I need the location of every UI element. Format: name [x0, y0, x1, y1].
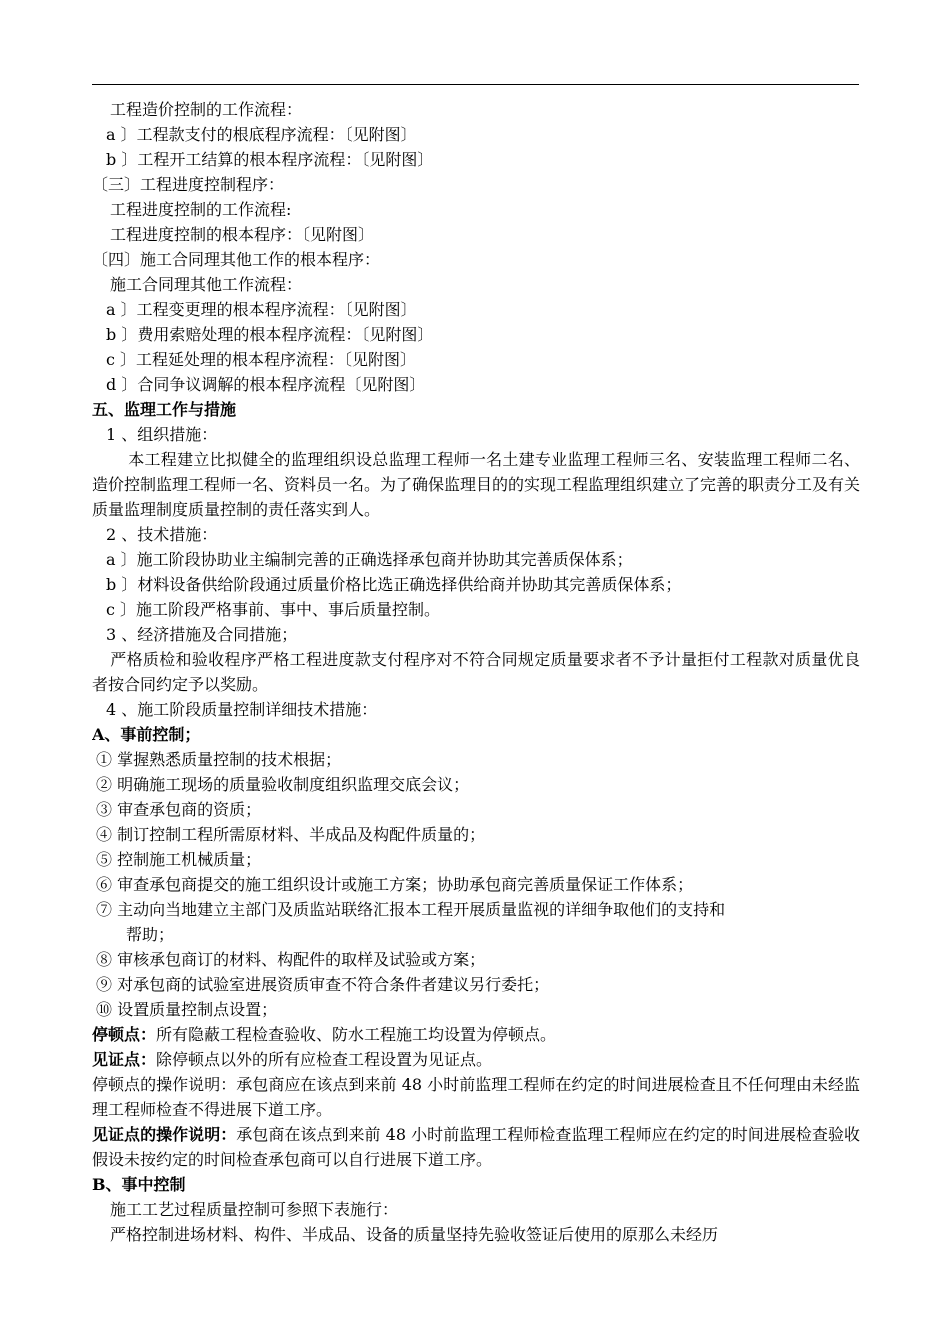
- numbered-item: ③ 审查承包商的资质；: [96, 800, 262, 819]
- text-line: 工程进度控制的工作流程:: [110, 200, 292, 219]
- sub-heading: 4 、施工阶段质量控制详细技术措施：: [106, 700, 378, 719]
- numbered-item: ⑧ 审核承包商订的材料、构配件的取样及试验或方案；: [96, 950, 486, 969]
- witness-op-text: 承包商在该点到来前 48 小时前监理工程师检查监理工程师应在约定的时间进展检查验收假设未按约定的时间检查承包商可以自行进展下道工序。: [92, 1125, 860, 1169]
- numbered-item: ⑥ 审查承包商提交的施工组织设计或施工方案；协助承包商完善质量保证工作体系；: [96, 875, 694, 894]
- list-item: b 〕工程开工结算的根本程序流程：〔见附图〕: [106, 150, 434, 169]
- section-heading-b: B、事中控制: [92, 1175, 186, 1194]
- numbered-item: ② 明确施工现场的质量验收制度组织监理交底会议；: [96, 775, 470, 794]
- numbered-item: ① 掌握熟悉质量控制的技术根据；: [96, 750, 342, 769]
- witness-point-line: [92, 1047, 860, 1072]
- sub-heading: 1 、组织措施：: [106, 425, 218, 444]
- list-item: b 〕费用索赔处理的根本程序流程：〔见附图〕: [106, 325, 434, 344]
- text-line: 工程造价控制的工作流程：: [110, 100, 303, 119]
- list-item: b 〕材料设备供给阶段通过质量价格比选正确选择供给商并协助其完善质保体系；: [106, 575, 682, 594]
- section-heading: 〔四〕施工合同理其他工作的根本程序：: [92, 250, 381, 269]
- header-rule: [92, 84, 859, 85]
- numbered-item: ⑤ 控制施工机械质量；: [96, 850, 262, 869]
- section-heading: 〔三〕工程进度控制程序：: [92, 175, 285, 194]
- numbered-item: ⑩ 设置质量控制点设置；: [96, 1000, 278, 1019]
- text-line: 施工合同理其他工作流程：: [110, 275, 303, 294]
- chapter-heading: 五、监理工作与措施: [92, 400, 237, 419]
- text-line: 严格控制进场材料、构件、半成品、设备的质量坚持先验收签证后使用的原那么未经历: [110, 1225, 719, 1244]
- paragraph-text: 本工程建立比拟健全的监理组织设总监理工程师一名土建专业监理工程师三名、安装监理工程师二名、造价控制监理工程师一名、资料员一名。为了确保监理目的的实现工程监理组织建立了完善的职责分工及有关质量监理制度质量控制的责任落实到人。: [92, 450, 861, 519]
- numbered-item: ⑨ 对承包商的试验室进展资质审查不符合条件者建议另行委托；: [96, 975, 550, 994]
- list-item: c 〕工程延处理的根本程序流程：〔见附图〕: [106, 350, 417, 369]
- list-item: a 〕施工阶段协助业主编制完善的正确选择承包商并协助其完善质保体系；: [106, 550, 633, 569]
- list-item: c 〕施工阶段严格事前、事中、事后质量控制。: [106, 600, 441, 619]
- witness-point-text: 除停顿点以外的所有应检查工程设置为见证点。: [156, 1050, 493, 1069]
- list-item: a 〕工程变更理的根本程序流程：〔见附图〕: [106, 300, 417, 319]
- text-line: 工程进度控制的根本程序：〔见附图〕: [110, 225, 375, 244]
- sub-heading: 2 、技术措施：: [106, 525, 218, 544]
- list-item: d 〕合同争议调解的根本程序流程〔见附图〕: [106, 375, 426, 394]
- numbered-item-continuation: 帮助；: [126, 925, 175, 944]
- stop-point-label: 停顿点：: [92, 1025, 157, 1044]
- paragraph-text: 严格质检和验收程序严格工程进度款支付程序对不符合同规定质量要求者不予计量拒付工程款对质量优良者按合同约定予以奖励。: [92, 650, 860, 694]
- numbered-item: ⑦ 主动向当地建立主部门及质监站联络汇报本工程开展质量监视的详细争取他们的支持和: [96, 900, 726, 919]
- witness-point-operation: [92, 1122, 860, 1172]
- paragraph: [92, 447, 860, 522]
- text-line: 施工工艺过程质量控制可参照下表施行：: [110, 1200, 399, 1219]
- section-heading-a: A、事前控制；: [92, 725, 201, 744]
- stop-point-line: [92, 1022, 860, 1047]
- sub-heading: 3 、经济措施及合同措施；: [106, 625, 298, 644]
- stop-point-text: 所有隐蔽工程检查验收、防水工程施工均设置为停顿点。: [156, 1025, 557, 1044]
- witness-op-label: 见证点的操作说明：: [92, 1125, 237, 1144]
- list-item: a 〕工程款支付的根底程序流程：〔见附图〕: [106, 125, 417, 144]
- document-body: [92, 97, 860, 1247]
- paragraph: [92, 647, 860, 697]
- numbered-item: ④ 制订控制工程所需原材料、半成品及构配件质量的；: [96, 825, 486, 844]
- witness-point-label: 见证点：: [92, 1050, 157, 1069]
- stop-point-operation: 停顿点的操作说明：承包商应在该点到来前 48 小时前监理工程师在约定的时间进展检查且不任何理由未经监理工程师检查不得进展下道工序。: [92, 1075, 860, 1119]
